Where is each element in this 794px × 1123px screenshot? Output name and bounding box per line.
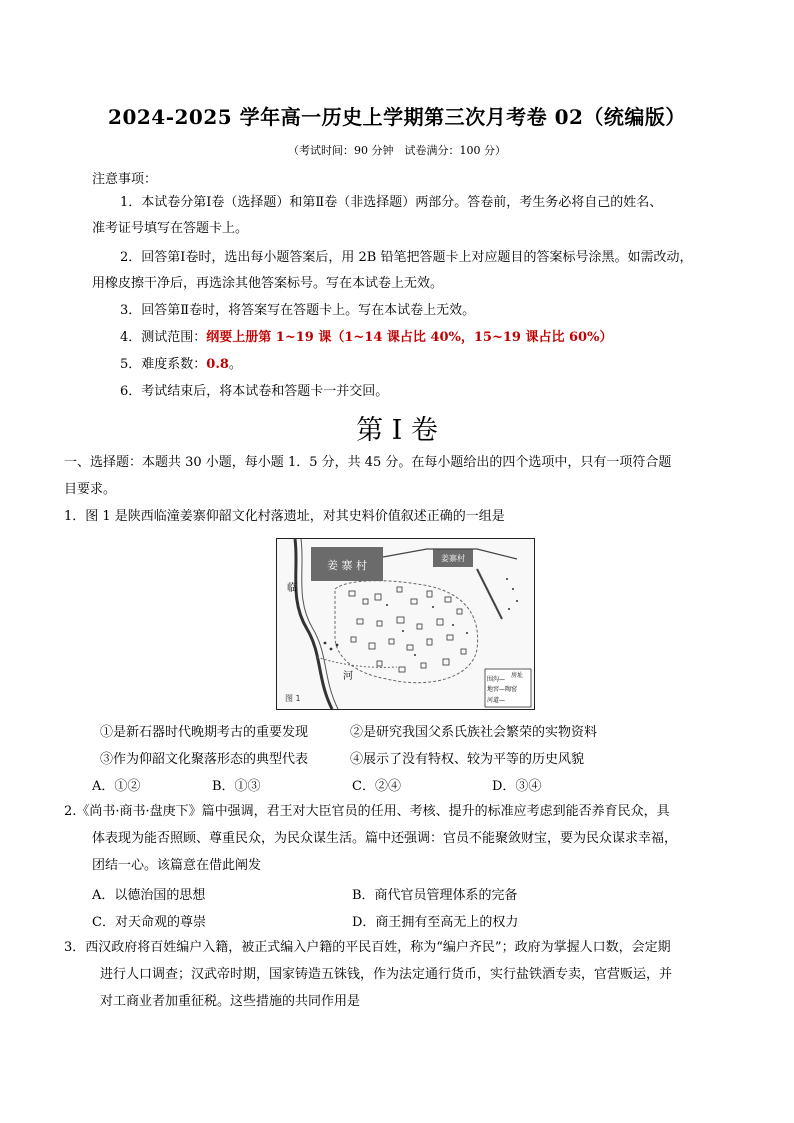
- q1-option-d[interactable]: D．③④: [492, 779, 542, 794]
- notice-title: 注意事项：: [92, 172, 158, 187]
- notice-item-1-line-2: 准考证号填写在答题卡上。: [92, 221, 249, 236]
- legend-river: 河道—: [487, 697, 506, 704]
- q1-option-c[interactable]: C．②④: [352, 779, 401, 794]
- notice-item-5-suffix: 。: [228, 357, 242, 372]
- section-title: 第 I 卷: [356, 415, 438, 446]
- question-2-line-1: 2.《尚书·商书·盘庚下》篇中强调，君王对大臣官员的任用、考核、提升的标准应考虑到能否养育民众，具: [64, 804, 670, 819]
- question-1-stem: 1．图 1 是陕西临潼姜寨仰韶文化村落遗址，对其史料价值叙述正确的一组是: [64, 509, 505, 524]
- figure-village-label-small: 姜寨村: [441, 554, 465, 563]
- question-2-line-3: 团结一心。该篇意在借此阐发: [92, 858, 262, 873]
- q2-option-b[interactable]: B．商代官员管理体系的完备: [352, 888, 518, 903]
- legend-house: 房址: [511, 672, 524, 679]
- difficulty-value: 0.8: [206, 357, 229, 372]
- q2-option-d[interactable]: D．商王拥有至高无上的权力: [352, 915, 519, 930]
- section-intro-line-1: 一、选择题：本题共 30 小题，每小题 1．5 分，共 45 分。在每小题给出的四个选项中，只有一项符合题: [64, 455, 672, 470]
- q1-statement-3: ③作为仰韶文化聚落形态的典型代表: [100, 752, 309, 767]
- notice-item-2-line-2: 用橡皮擦干净后，再选涂其他答案标号。写在本试卷上无效。: [92, 276, 444, 291]
- notice-item-1-line-1: 1．本试卷分第Ⅰ卷（选择题）和第Ⅱ卷（非选择题）两部分。答卷前，考生务必将自己的姓名、: [120, 195, 663, 210]
- legend-cellar: 地窖—陶窑: [487, 686, 518, 693]
- q1-option-b[interactable]: B．①③: [212, 779, 261, 794]
- notice-item-3: 3．回答第Ⅱ卷时，将答案写在答题卡上。写在本试卷上无效。: [120, 303, 476, 318]
- figure-caption: 图 1: [285, 694, 301, 703]
- q1-statement-4: ④展示了没有特权、较为平等的历史风貌: [350, 752, 585, 767]
- figure-village-label: 姜 寨 村: [327, 559, 367, 572]
- exam-title: 2024-2025 学年高一历史上学期第三次月考卷 02（统编版）: [108, 105, 686, 129]
- notice-item-6: 6．考试结束后，将本试卷和答题卡一并交回。: [120, 384, 389, 399]
- notice-item-5: [120, 352, 242, 378]
- q2-option-a[interactable]: A．以德治国的思想: [92, 888, 206, 903]
- figure-1-site-map: [276, 538, 535, 710]
- notice-item-5-prefix: 5．难度系数：: [120, 357, 207, 372]
- section-intro-line-2: 目要求。: [64, 482, 117, 497]
- q1-statement-1: ①是新石器时代晚期考古的重要发现: [100, 725, 309, 740]
- q1-statement-2: ②是研究我国父系氏族社会繁荣的实物资料: [350, 725, 598, 740]
- test-scope: 纲要上册第 1~19 课（1~14 课占比 40%，15~19 课占比 60%）: [206, 330, 613, 345]
- figure-river-label: 河: [343, 671, 353, 682]
- figure-lin-label: 临: [287, 583, 297, 594]
- notice-item-4: [120, 325, 612, 351]
- exam-subtitle: （考试时间：90 分钟 试卷满分：100 分）: [288, 144, 506, 157]
- question-3-line-1: 3．西汉政府将百姓编户入籍，被正式编入户籍的平民百姓，称为“编户齐民”；政府为掌握人口数，会定期: [64, 940, 671, 955]
- notice-item-4-prefix: 4．测试范围：: [120, 330, 207, 345]
- question-3-line-2: 进行人口调查；汉武帝时期，国家铸造五铢钱，作为法定通行货币，实行盐铁酒专卖，官营贩运，并: [100, 967, 673, 982]
- q1-option-a[interactable]: A．①②: [92, 779, 141, 794]
- question-2-line-2: 体表现为能否照顾、尊重民众，为民众谋生活。篇中还强调：官员不能聚敛财宝，要为民众谋求幸福，: [92, 831, 678, 846]
- notice-item-2-line-1: 2．回答第Ⅰ卷时，选出每小题答案后，用 2B 铅笔把答题卡上对应题目的答案标号涂黑。如需改动，: [120, 250, 693, 265]
- legend-ditch: 围沟—: [487, 676, 506, 683]
- q2-option-c[interactable]: C．对天命观的尊崇: [92, 915, 206, 930]
- question-3-line-3: 对工商业者加重征税。这些措施的共同作用是: [100, 994, 361, 1009]
